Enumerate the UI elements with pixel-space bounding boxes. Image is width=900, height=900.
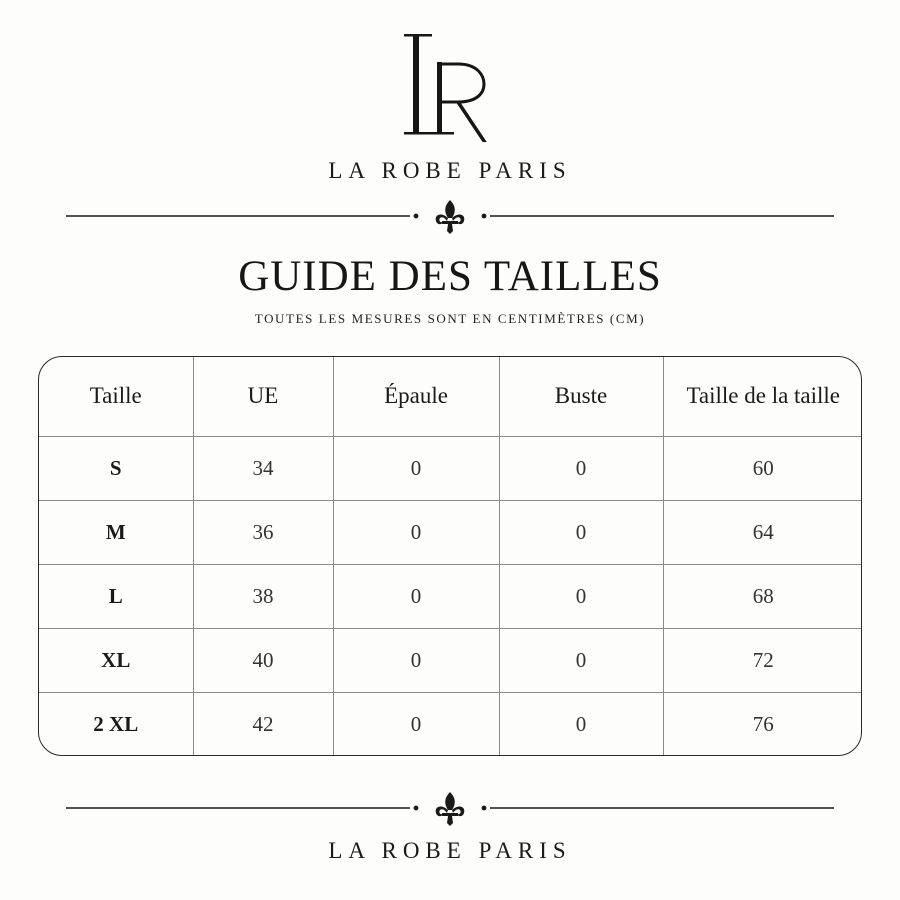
size-cell: M <box>39 500 193 564</box>
column-header-ue: UE <box>193 357 333 436</box>
column-header-taille: Taille <box>39 357 193 436</box>
brand-name-top: LA ROBE PARIS <box>328 158 572 183</box>
table-cell: 38 <box>193 564 333 628</box>
table-row <box>39 564 862 628</box>
table-cell: 36 <box>193 500 333 564</box>
table-cell: 0 <box>333 564 499 628</box>
size-cell: 2 XL <box>39 692 193 756</box>
column-header-buste: Buste <box>499 357 663 436</box>
table-cell: 0 <box>499 436 663 500</box>
table-cell: 0 <box>499 500 663 564</box>
brand-logo <box>0 22 900 142</box>
fleur-de-lis-icon <box>436 200 465 234</box>
table-cell: 42 <box>193 692 333 756</box>
divider-top <box>66 198 834 234</box>
table-cell: 68 <box>663 564 862 628</box>
brand-name-bottom: LA ROBE PARIS <box>328 838 572 863</box>
column-header-epaule: Épaule <box>333 357 499 436</box>
size-cell: L <box>39 564 193 628</box>
table-row <box>39 628 862 692</box>
table-cell: 0 <box>333 436 499 500</box>
table-header-row <box>39 357 862 436</box>
table-cell: 40 <box>193 628 333 692</box>
fleur-de-lis-icon <box>436 792 465 826</box>
table-cell: 34 <box>193 436 333 500</box>
table-cell: 0 <box>333 628 499 692</box>
column-header-tour-de-taille: Taille de la taille <box>663 357 862 436</box>
table-cell: 0 <box>333 692 499 756</box>
table-row <box>39 692 862 756</box>
table-cell: 72 <box>663 628 862 692</box>
table-cell: 64 <box>663 500 862 564</box>
page-title: GUIDE DES TAILLES <box>238 253 662 300</box>
table-cell: 0 <box>499 692 663 756</box>
table-row <box>39 436 862 500</box>
table-cell: 60 <box>663 436 862 500</box>
page-subtitle: TOUTES LES MESURES SONT EN CENTIMÈTRES (CM) <box>254 311 646 326</box>
table-cell: 0 <box>499 564 663 628</box>
size-table <box>38 356 862 756</box>
size-cell: XL <box>39 628 193 692</box>
table-cell: 0 <box>499 628 663 692</box>
divider-bottom <box>66 790 834 826</box>
size-cell: S <box>39 436 193 500</box>
table-cell: 0 <box>333 500 499 564</box>
table-cell: 76 <box>663 692 862 756</box>
table-row <box>39 500 862 564</box>
